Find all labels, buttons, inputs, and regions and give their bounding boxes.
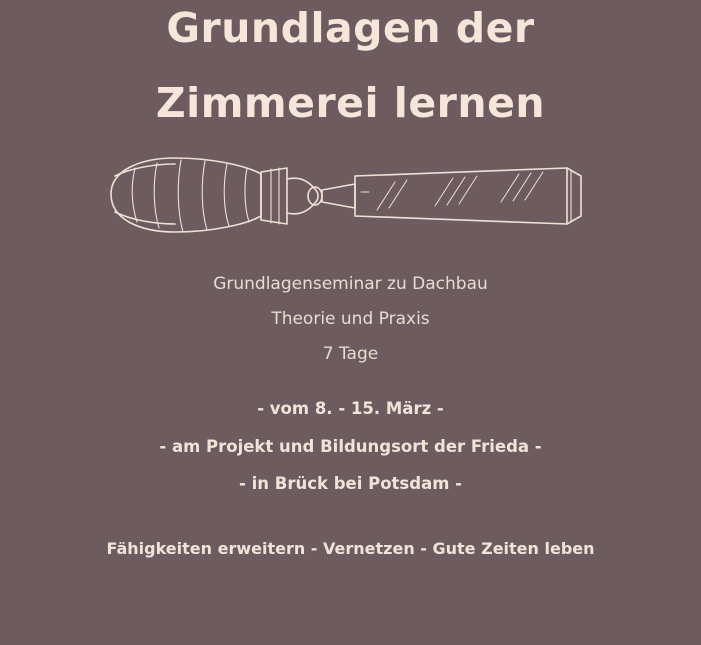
subtitle-line-1: Grundlagenseminar zu Dachbau	[213, 274, 488, 294]
poster-details	[159, 401, 541, 493]
detail-line-dates: - vom 8. - 15. März -	[257, 399, 444, 418]
tagline-text: Fähigkeiten erweitern - Vernetzen - Gute Zeiten leben	[106, 538, 595, 558]
poster-subtitle	[213, 276, 488, 363]
chisel-illustration	[91, 146, 611, 246]
subtitle-line-3: 7 Tage	[322, 344, 379, 364]
title-line-2: Zimmerei lernen	[155, 79, 546, 127]
detail-line-location: - in Brück bei Potsdam -	[239, 474, 462, 493]
title-line-1: Grundlagen der	[166, 4, 535, 52]
subtitle-line-2: Theorie und Praxis	[271, 309, 430, 329]
detail-line-venue: - am Projekt und Bildungsort der Frieda -	[159, 436, 542, 456]
poster-tagline	[106, 539, 594, 558]
poster-title	[0, 4, 701, 127]
